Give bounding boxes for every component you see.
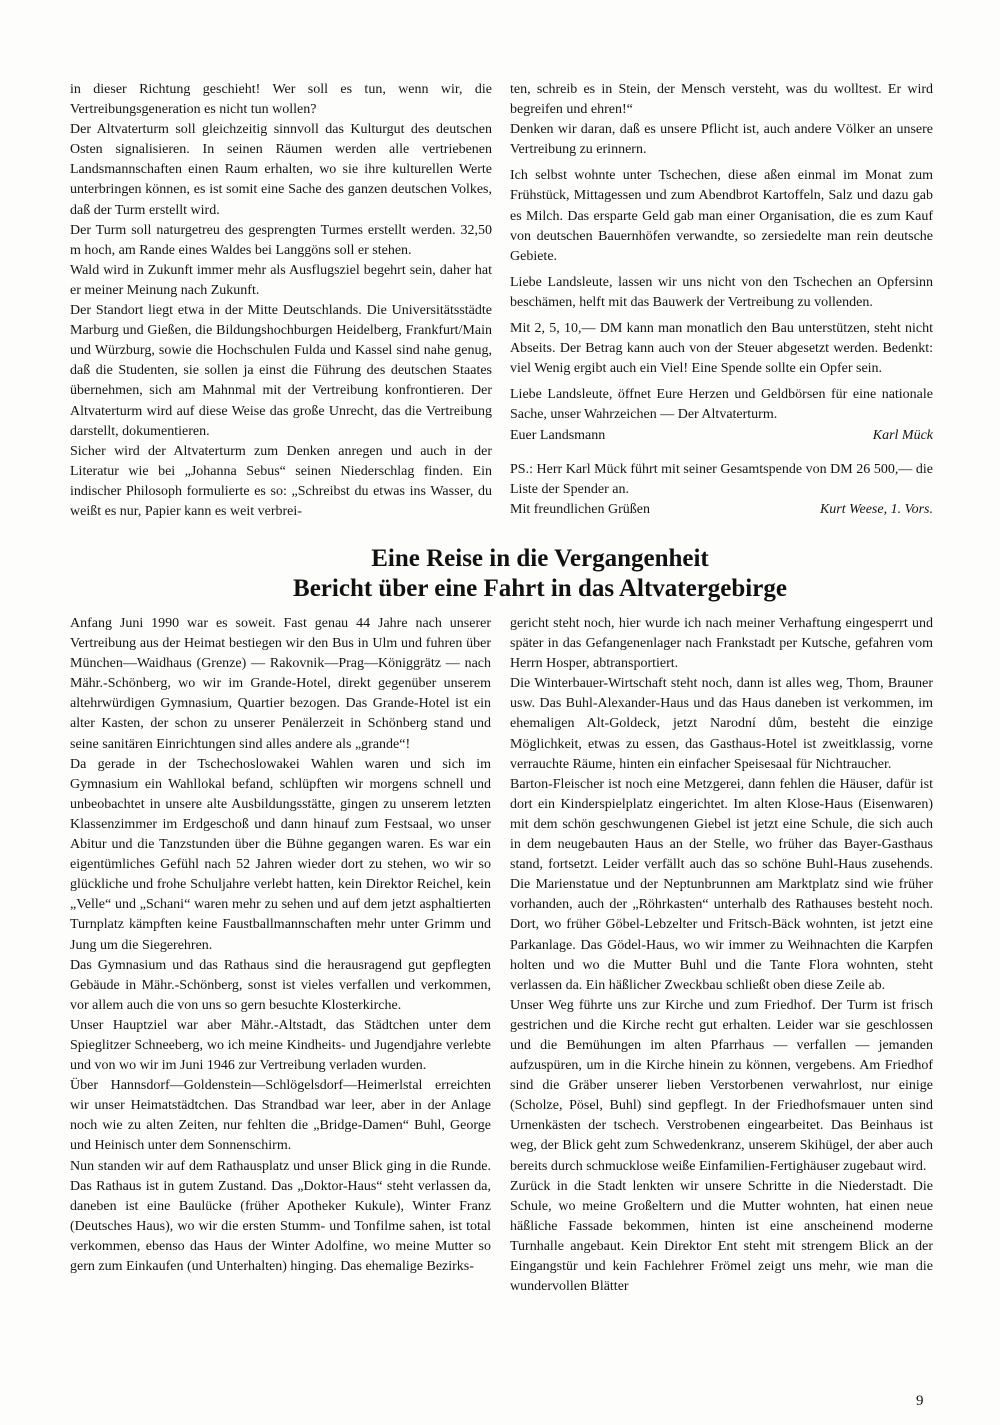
title-line: Eine Reise in die Vergangenheit [371, 545, 709, 572]
page-number: 9 [916, 1393, 924, 1409]
paragraph: Anfang Juni 1990 war es soweit. Fast genau 44 Jahre nach unserer Vertreibung aus der Heimat bestiegen wir den Bus in Ulm und fuhren über München—Waidhaus (Grenze) — Rakovnik—Prag—Königgrätz — nach Mähr.-Schönberg, wo wir im Grande-Hotel, direkt gegenüber unserem altehrwürdigen Gymnasium, Quartier bezogen. Das Grande-Hotel ist ein alter Kasten, der schon zu unserer Penälerzeit in Schönberg stand und seine sanitären Einrichtungen sind alles andere als „grande“! [70, 616, 491, 752]
paragraph: Nun standen wir auf dem Rathausplatz und unser Blick ging in die Runde. Das Rathaus ist in gutem Zustand. Das „Doktor-Haus“ steht verlassen da, daneben ist eine Baulücke (früher Apotheker Kukule), Winter Franz (Deutsches Haus), wo wir die ersten Stumm- und Tonfilme sahen, ist total verkommen, ebenso das Haus der Winter Adolfine, wo meine Mutter so gern zum Einkaufen (und Unterhalten) hinging. Das ehemalige Bezirks- [70, 1158, 491, 1274]
signature-name: Karl Mück [872, 427, 933, 443]
appeal-column-left [70, 80, 492, 522]
paragraph: Der Altvaterturm soll gleichzeitig sinnvoll das Kulturgut des deutschen Osten signalisieren. In seinen Räumen werden alle vertriebenen Landsmannschaften einen Raum erhalten, wo sie ihre kulturellen Werte unterbringen können, es ist somit eine Sache des ganzen deutschen Volkes, daß der Turm erstellt wird. [70, 122, 492, 218]
paragraph: Der Standort liegt etwa in der Mitte Deutschlands. Die Universitätsstädte Marburg und Gießen, die Bildungshochburgen Heidelberg, Frankfurt/Main und Würzburg, sowie die Hochschulen Fulda und Kassel sind nahe genug, daß die Studenten, sie sollen ja einst die Führung des deutschen Staates übernehmen, sich am Mahnmal mit der Vertreibung konfrontieren. Der Altvaterturm wird auf diese Weise das große Unrecht, das die Vertreibung darstellt, dokumentieren. [70, 303, 492, 439]
paragraph: Zurück in die Stadt lenkten wir unsere Schritte in die Niederstadt. Die Schule, wo meine Großeltern und die Mutter wohnten, hat einen neue häßliche Fassade bekommen, hinten ist eine anscheinend moderne Turnhalle angebaut. Kein Direktor Ent steht mit strengem Blick an der Eingangstür und kein Fachlehrer Frömel zeigt uns mehr, wie man die wundervollen Blätter [510, 1178, 933, 1295]
paragraph: Die Winterbauer-Wirtschaft steht noch, dann ist alles weg, Thom, Brauner usw. Das Buhl-Alexander-Haus und das Haus daneben ist verkommen, im ehemaligen Alt-Goldeck, jetzt Narodní dům, besteht die einzige Möglichkeit, etwas zu essen, das Gasthaus-Hotel ist zweitklassig, vorne verrauchte Räume, hinten ein einfacher Speisesaal für Nichtraucher. [510, 676, 933, 772]
article-title [0, 544, 1000, 604]
paragraph: Denken wir daran, daß es unsere Pflicht ist, auch andere Völker an unsere Vertreibung zu erinnern. [510, 122, 933, 158]
closing-text: Euer Landsmann [510, 427, 606, 443]
paragraph: Sicher wird der Altvaterturm zum Denken anregen und auch in der Literatur wie bei „Johanna Sebus“ seinen Niederschlag finden. Ein indischer Philosoph formulierte es so: „Schreibst du etwas ins Wasser, du weißt es nur, Papier kann es weit verbrei- [70, 443, 492, 519]
appeal-column-right [510, 80, 933, 520]
paragraph: Mit 2, 5, 10,— DM kann man monatlich den Bau unterstützen, steht nicht Abseits. Der Betrag kann auch von der Steuer abgesetzt werden. Bedenkt: viel Wenig ergibt auch ein Viel! Eine Spende sollte ein Opfer sein. [510, 321, 933, 377]
subtitle-line: Bericht über eine Fahrt in das Altvatergebirge [293, 575, 787, 602]
paragraph: ten, schreib es in Stein, der Mensch versteht, was du wolltest. Er wird begreifen und ehren!“ [510, 82, 933, 118]
paragraph: gericht steht noch, hier wurde ich nach meiner Verhaftung eingesperrt und später in das Gefangenenlager nach Frankstadt per Kutsche, gefahren vom Herrn Hosper, abtransportiert. [510, 616, 933, 672]
signature-line [510, 426, 933, 446]
article-column-right [510, 614, 933, 1297]
signature-name: Kurt Weese, 1. Vors. [819, 501, 933, 517]
paragraph: Über Hannsdorf—Goldenstein—Schlögelsdorf—Heimerlstal erreichten wir unser Heimatstädtchen. Das Strandbad war leer, aber in der Anlage noch wie zu alten Zeiten, nur fehlten die „Bridge-Damen“ Buhl, George und Heinisch unter dem Sonnenschirm. [70, 1078, 491, 1154]
paragraph: Der Turm soll naturgetreu des gesprengten Turmes erstellt werden. 32,50 m hoch, am Rande eines Waldes bei Langgöns soll er stehen. [70, 222, 492, 258]
closing-text: Mit freundlichen Grüßen [510, 501, 650, 517]
paragraph: Ich selbst wohnte unter Tschechen, diese aßen einmal im Monat zum Frühstück, Mittagessen und zum Abendbrot Kartoffeln, Salz und dazu gab es Milch. Das ersparte Geld gab man einer Organisation, die es zum Kauf von deutschen Bauernhöfen verwandte, so zersiedelte man rein deutsche Gebiete. [510, 168, 933, 264]
paragraph: Unser Weg führte uns zur Kirche und zum Friedhof. Der Turm ist frisch gestrichen und die Kirche recht gut erhalten. Leider war sie geschlossen und die Bemühungen im alten Pfarrhaus — verfallen — jemanden aufzuspüren, um in die Kirche hinein zu können, vergebens. Am Friedhof sind die Gräber unserer lieben Verstorbenen verwahrlost, nur einige (Scholze, Pösel, Buhl) sind gepflegt. In der Friedhofsmauer unten sind Urnenkästen der tschech. Verstrobenen eingearbeitet. Das Beinhaus ist weg, der Blick geht zum Schwedenkranz, unserem Skihügel, der aber auch bereits durch schmucklose weiße Einfamilien-Fertighäuser zugebaut wird. [510, 997, 933, 1174]
article-column-left [70, 614, 491, 1277]
paragraph: Liebe Landsleute, lassen wir uns nicht von den Tschechen an Opfersinn beschämen, helft mit das Bauwerk der Vertreibung zu vollenden. [510, 274, 933, 310]
paragraph: Barton-Fleischer ist noch eine Metzgerei, dann fehlen die Häuser, dafür ist dort ein Kinderspielplatz eingerichtet. Im alten Klose-Haus (Eisenwaren) mit dem schön geschwungenen Giebel ist jetzt eine Schule, die sich auch in dem neugebauten Haus an der Stelle, wo früher das Bayer-Gasthaus stand, fortsetzt. Leider verfällt auch das so schöne Buhl-Haus zusehends. Die Marienstatue und der Neptunbrunnen am Marktplatz sind wie früher vorhanden, auch der „Röhrkasten“ unterhalb des Rathauses besteht noch. Dort, wo früher Göbel-Lebzelter und Fritsch-Bäck wohnten, ist jetzt eine Parkanlage. Das Gödel-Haus, wo wir immer zu Weihnachten die Karpfen holten und wo die Mutter Buhl und die Tante Flora wohnten, steht verlassen da. Ein häßlicher Zweckbau schließt oben diese Zeile ab. [510, 776, 933, 993]
postscript: PS.: Herr Karl Mück führt mit seiner Gesamtspende von DM 26 500,— die Liste der Spender an. [510, 461, 933, 497]
paragraph: Liebe Landsleute, öffnet Eure Herzen und Geldbörsen für eine nationale Sache, unser Wahrzeichen — Der Altvaterturm. [510, 387, 933, 423]
paragraph: in dieser Richtung geschieht! Wer soll es tun, wenn wir, die Vertreibungsgeneration es nicht tun wollen? [70, 82, 492, 118]
paragraph: Da gerade in der Tschechoslowakei Wahlen waren und sich im Gymnasium ein Wahllokal befand, schlüpften wir morgens schnell und unbeobachtet in unsere alte Ausbildungsstätte, gingen zu unserem letzten Klassenzimmer im Erdgeschoß und dann hinauf zum Festsaal, wo unser Abitur und die Tanzstunden über die Bühne gegangen waren. Es war ein eigentümliches Gefühl nach 52 Jahren wieder dort zu stehen, wo wir so glückliche und frohe Schuljahre verlebt hatten, kein Direktor Reichel, kein „Velle“ und „Schani“ waren mehr zu sehen und auf dem jetzt asphaltierten Turnplatz kämpften keine Faustballmannschaften mehr unter Grimm und Jung um die Siegerehren. [70, 756, 491, 953]
paragraph: Unser Hauptziel war aber Mähr.-Altstadt, das Städtchen unter dem Spieglitzer Schneeberg, wo ich meine Kindheits- und Jugendjahre verlebte und von wo wir im Juni 1946 zur Vertreibung verladen wurden. [70, 1017, 491, 1074]
paragraph: Das Gymnasium und das Rathaus sind die herausragend gut gepflegten Gebäude in Mähr.-Schönberg, sonst ist vieles verfallen und verkommen, vor allem auch die von uns so gern besuchte Klosterkirche. [70, 957, 491, 1013]
signature-line [510, 500, 933, 520]
paragraph: Wald wird in Zukunft immer mehr als Ausflugsziel begehrt sein, daher hat er meiner Meinung nach Zukunft. [70, 262, 492, 298]
